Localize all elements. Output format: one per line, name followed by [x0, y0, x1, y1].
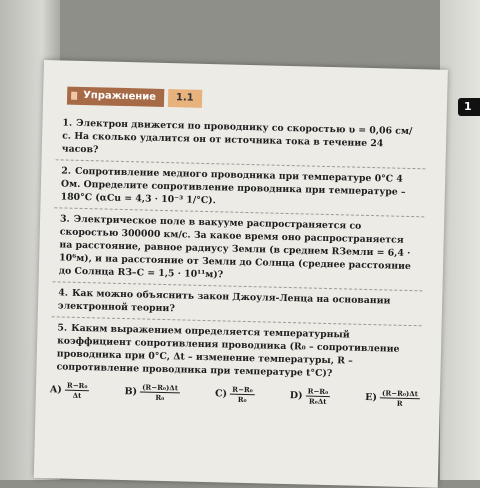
answer-fraction — [230, 385, 255, 405]
textbook-page — [34, 60, 448, 488]
answer-label: B) — [124, 386, 138, 398]
task-number: 2. — [61, 165, 72, 177]
answer-option-e — [365, 388, 420, 408]
answer-label: A) — [49, 384, 62, 396]
task-text: Электрическое поле в вакууме распространяется со скоростью 300000 км/с. За какое время оно распространяется на расстояние, равное радиусу Земли (в среднем RЗемли = 6,4 · 10⁶м), и на расстояние от Земли до Солнца (среднее расстояние до Солнца RЗ–С = 1,5 · 10¹¹м)? — [58, 213, 412, 281]
task-text: Сопротивление медного проводника при температуре 0°С 4 Ом. Определите сопротивление проводника при температуре – 180°С (αCu = 4,3 · 10⁻³ 1/°С). — [60, 165, 406, 207]
fraction-denominator: R₀ — [155, 392, 165, 403]
task-list — [50, 112, 426, 386]
fraction-numerator: (R−R₀)Δt — [380, 388, 420, 399]
fraction-numerator: R−R₀ — [65, 381, 90, 392]
fraction-numerator: R−R₀ — [305, 386, 330, 397]
task-number: 4. — [58, 287, 69, 299]
answer-label: E) — [365, 391, 378, 404]
task-text: Как можно объяснить закон Джоуля-Ленца на основании электронной теории? — [57, 287, 391, 315]
answer-option-d — [290, 386, 331, 406]
answer-label: C) — [214, 388, 228, 400]
task-number: 3. — [59, 213, 70, 225]
fraction-denominator: R₀ — [237, 394, 247, 405]
task-3 — [53, 208, 425, 291]
fraction-denominator: Δt — [72, 390, 82, 401]
task-text: Электрон движется по проводнику со скоростью υ = 0,06 см/с. На сколько удалится он от источника тока в течение 24 часов? — [61, 117, 413, 156]
answer-option-a — [50, 380, 90, 400]
answer-fraction — [305, 386, 330, 406]
fraction-denominator: R — [396, 398, 403, 408]
exercise-header — [67, 87, 202, 108]
answer-option-c — [215, 384, 255, 404]
right-page-tab: 1 — [458, 98, 480, 116]
answer-label: D) — [289, 390, 303, 402]
task-number: 1. — [62, 117, 73, 129]
task-text: Каким выражением определяется температурный коэффициент сопротивления проводника (R₀ – сопротивление проводника при 0°С, Δt – изменение температуры, R – сопротивление проводника при температуре t°С)? — [56, 322, 400, 380]
answer-fraction — [380, 388, 420, 408]
answer-fraction — [140, 382, 180, 402]
answer-option-b — [124, 382, 180, 402]
fraction-denominator: R₀Δt — [308, 396, 327, 407]
task-5 — [50, 317, 421, 386]
exercise-number: 1.1 — [168, 89, 202, 108]
fraction-numerator: (R−R₀)Δt — [140, 382, 180, 393]
fraction-numerator: R−R₀ — [230, 385, 255, 396]
answer-fraction — [65, 381, 90, 401]
exercise-label: Упражнение — [67, 87, 164, 107]
task-number: 5. — [57, 322, 68, 334]
